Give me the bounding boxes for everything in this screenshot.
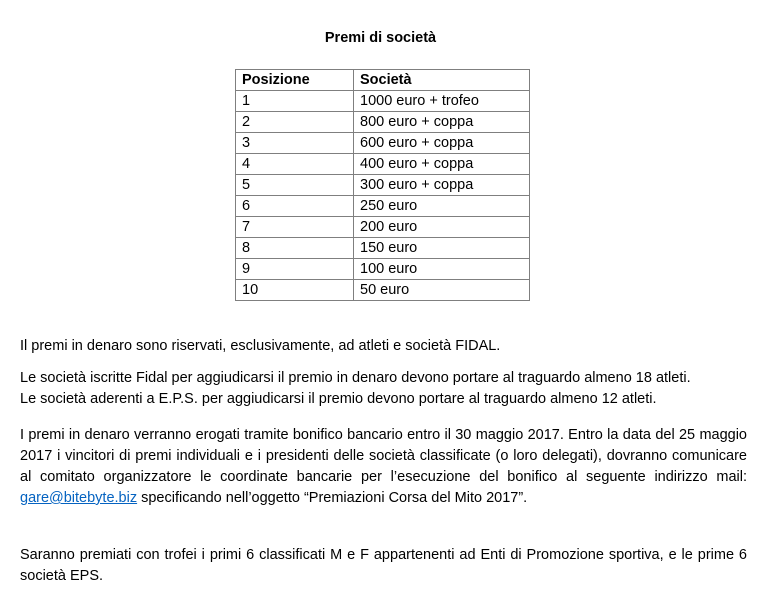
- table-header-row: [236, 70, 530, 91]
- cell-posizione: 10: [236, 280, 354, 301]
- cell-societa: 600 euro + coppa: [354, 133, 530, 154]
- requirement-eps: Le società aderenti a E.P.S. per aggiudicarsi il premio devono portare al traguardo almeno 12 atleti.: [20, 391, 657, 407]
- cell-societa: 250 euro: [354, 196, 530, 217]
- email-link[interactable]: gare@bitebyte.biz: [20, 490, 138, 506]
- table-row: [236, 217, 530, 238]
- cell-posizione: 5: [236, 175, 354, 196]
- table-row: [236, 238, 530, 259]
- cell-posizione: 9: [236, 259, 354, 280]
- prize-table: [235, 69, 530, 301]
- cell-societa: 400 euro + coppa: [354, 154, 530, 175]
- paragraph-eps-trophies: Saranno premiati con trofei i primi 6 classificati M e F appartenenti ad Enti di Promozione sportiva, e le prime 6 società EPS.: [20, 547, 747, 584]
- column-header-societa: Società: [354, 70, 530, 91]
- cell-societa: 200 euro: [354, 217, 530, 238]
- cell-societa: 800 euro + coppa: [354, 112, 530, 133]
- cell-societa: 150 euro: [354, 238, 530, 259]
- table-row: [236, 280, 530, 301]
- cell-posizione: 1: [236, 91, 354, 112]
- column-header-posizione: Posizione: [236, 70, 354, 91]
- table-row: [236, 196, 530, 217]
- cell-societa: 50 euro: [354, 280, 530, 301]
- payment-text-after: specificando nell’oggetto “Premiazioni Corsa del Mito 2017”.: [137, 490, 528, 506]
- cell-societa: 300 euro + coppa: [354, 175, 530, 196]
- paragraph-fidal-only: Il premi in denaro sono riservati, esclusivamente, ad atleti e società FIDAL.: [20, 338, 501, 354]
- table-row: [236, 175, 530, 196]
- payment-text-before: I premi in denaro verranno erogati tramite bonifico bancario entro il 30 maggio 2017. Entro la data del 25 maggio 2017 i vincitori di premi individuali e i presidenti delle società classificate (o loro delegati), dovranno comunicare al comitato organizzatore le coordinate bancarie per l’esecuzione del bonifico al seguente indirizzo mail:: [20, 427, 747, 485]
- table-row: [236, 112, 530, 133]
- cell-posizione: 2: [236, 112, 354, 133]
- paragraph-athlete-requirements: [20, 368, 747, 410]
- cell-posizione: 3: [236, 133, 354, 154]
- cell-posizione: 7: [236, 217, 354, 238]
- cell-societa: 1000 euro + trofeo: [354, 91, 530, 112]
- page-title: Premi di società: [324, 30, 437, 46]
- cell-posizione: 8: [236, 238, 354, 259]
- cell-posizione: 6: [236, 196, 354, 217]
- paragraph-payment: [20, 425, 747, 509]
- table-row: [236, 91, 530, 112]
- cell-societa: 100 euro: [354, 259, 530, 280]
- cell-posizione: 4: [236, 154, 354, 175]
- table-row: [236, 259, 530, 280]
- table-row: [236, 154, 530, 175]
- requirement-fidal: Le società iscritte Fidal per aggiudicarsi il premio in denaro devono portare al traguardo almeno 18 atleti.: [20, 370, 691, 386]
- table-row: [236, 133, 530, 154]
